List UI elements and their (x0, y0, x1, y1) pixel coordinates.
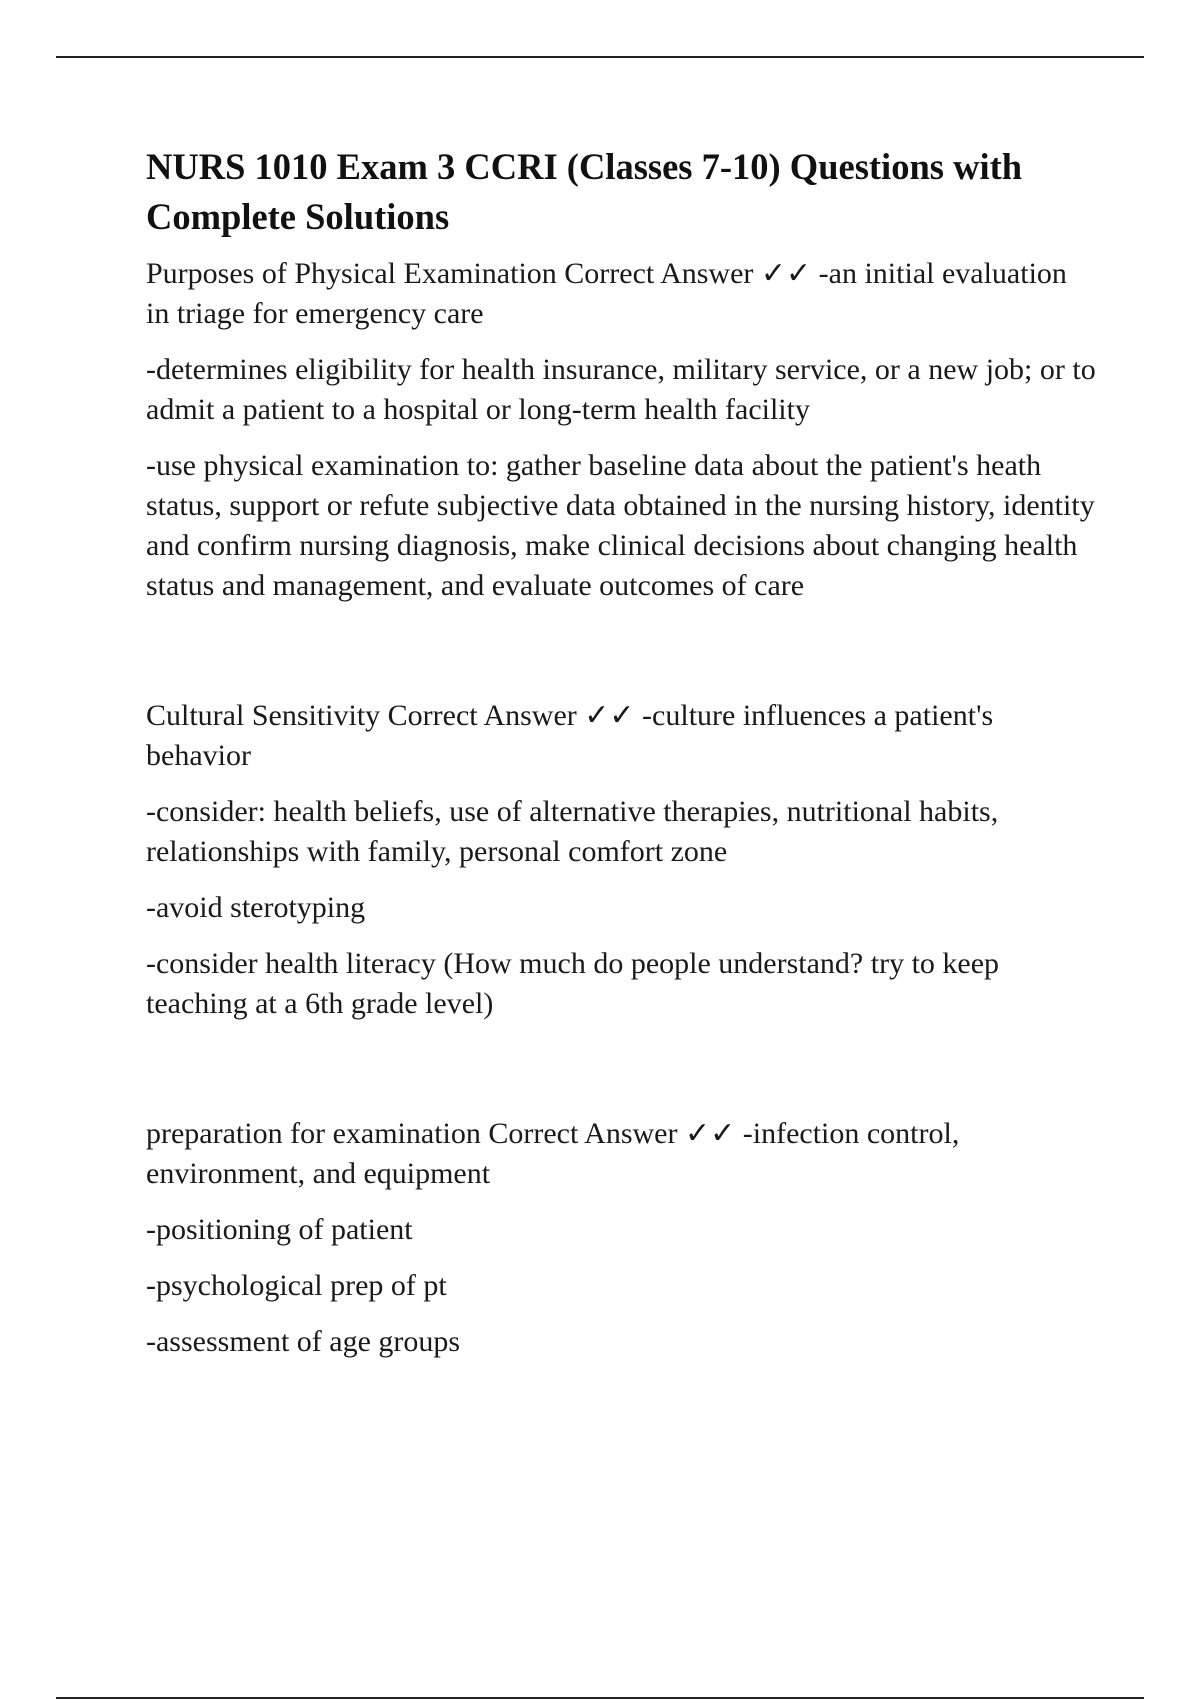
qa-section-preparation-for-examination (146, 1114, 1096, 1362)
answer-point: -assessment of age groups (146, 1325, 461, 1358)
qa-question-answer: Purposes of Physical Examination Correct Answer ✓✓ -an initial evaluation in triage for emergency care (146, 257, 1067, 330)
top-divider (56, 56, 1144, 58)
qa-question-answer: Cultural Sensitivity Correct Answer ✓✓ -culture influences a patient's behavior (146, 699, 994, 772)
qa-section-physical-examination (146, 254, 1096, 606)
document-title: NURS 1010 Exam 3 CCRI (Classes 7-10) Questions with Complete Solutions (146, 146, 1023, 237)
bottom-divider (56, 1697, 1144, 1699)
answer-point: -consider: health beliefs, use of alternative therapies, nutritional habits, relationships with family, personal comfort zone (146, 795, 999, 868)
answer-point: -avoid sterotyping (146, 891, 366, 924)
section-spacer (146, 1040, 1096, 1114)
answer-point: -consider health literacy (How much do people understand? try to keep teaching at a 6th grade level) (146, 947, 1000, 1020)
answer-point: -determines eligibility for health insurance, military service, or a new job; or to admit a patient to a hospital or long-term health facility (146, 353, 1096, 426)
qa-question-answer: preparation for examination Correct Answer ✓✓ -infection control, environment, and equipment (146, 1117, 960, 1190)
document-body (146, 142, 1096, 1378)
answer-point: -use physical examination to: gather baseline data about the patient's heath status, support or refute subjective data obtained in the nursing history, identity and confirm nursing diagnosis, make clinical decisions about changing health status and management, and evaluate outcomes of care (146, 449, 1095, 602)
section-spacer (146, 622, 1096, 696)
answer-point: -positioning of patient (146, 1213, 413, 1246)
qa-section-cultural-sensitivity (146, 696, 1096, 1024)
answer-point: -psychological prep of pt (146, 1269, 447, 1302)
